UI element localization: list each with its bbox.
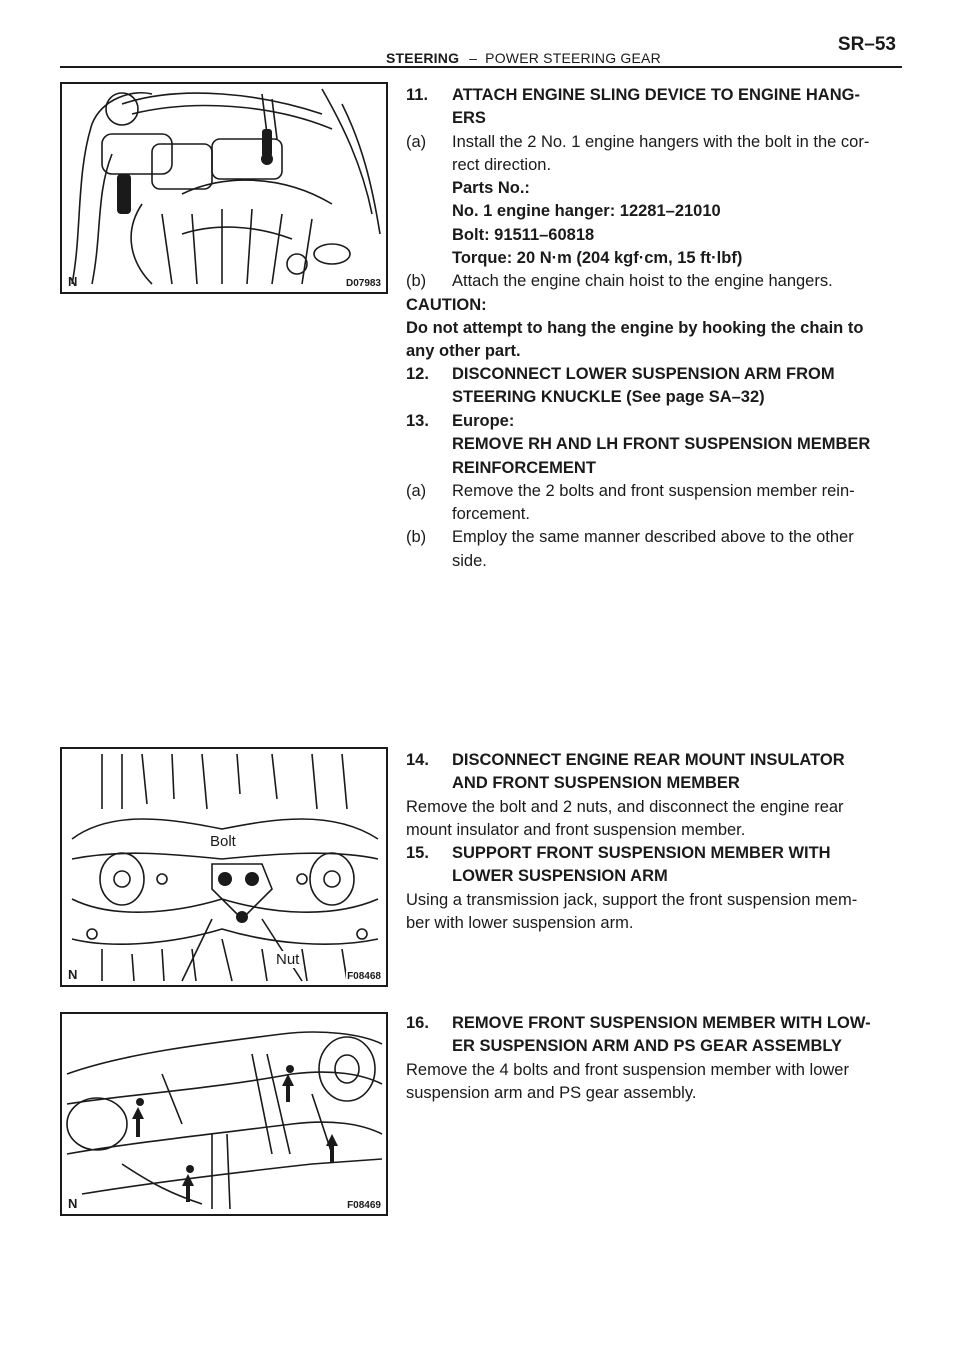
step-title-line2: LOWER SUSPENSION ARM — [452, 867, 668, 886]
figure-engine-hangers — [60, 82, 388, 294]
figure-n-mark: N — [68, 967, 78, 982]
step-16 — [406, 1012, 902, 1105]
substep-a-line1: Remove the 2 bolts and front suspension member rein- — [452, 481, 855, 500]
section-title: STEERING — [386, 50, 460, 66]
step-11 — [406, 84, 902, 364]
page-number: SR–53 — [837, 34, 896, 55]
figure-suspension-member-removal — [60, 1012, 388, 1216]
step-15 — [406, 842, 902, 935]
substep-label-b: (b) — [406, 272, 427, 291]
header-separator: – — [469, 50, 478, 66]
step-body-line1: Remove the 4 bolts and front suspension member with lower — [406, 1060, 849, 1079]
step-title-line1: REMOVE RH AND LH FRONT SUSPENSION MEMBER — [452, 435, 871, 454]
figure-code: D07983 — [345, 278, 381, 289]
step-body-line2: suspension arm and PS gear assembly. — [406, 1083, 697, 1102]
figure-code: F08469 — [347, 1200, 381, 1211]
step-12 — [406, 363, 902, 410]
step-13 — [406, 410, 902, 573]
step-body-line1: Using a transmission jack, support the front suspension mem- — [406, 890, 858, 909]
figure-n-mark: N — [68, 274, 78, 289]
step-number: 14. — [406, 751, 429, 769]
figure-code: F08468 — [347, 971, 381, 982]
caution-line2: any other part. — [406, 342, 521, 361]
running-header — [386, 50, 661, 66]
caution-heading: CAUTION: — [406, 295, 487, 314]
substep-label-a: (a) — [406, 132, 427, 151]
nut-callout: Nut — [276, 951, 300, 968]
substep-a-line1: Install the 2 No. 1 engine hangers with the bolt in the cor- — [452, 132, 870, 151]
step-number: 16. — [406, 1014, 429, 1032]
substep-b-line1: Employ the same manner described above to the other — [452, 528, 854, 547]
torque-spec: Torque: 20 N·m (204 kgf·cm, 15 ft·lbf) — [452, 249, 743, 268]
step-number: 11. — [406, 86, 429, 104]
parts-no-heading: Parts No.: — [452, 179, 530, 198]
step-title-line1: DISCONNECT LOWER SUSPENSION ARM FROM — [452, 365, 835, 383]
substep-a-line2: forcement. — [452, 505, 530, 524]
substep-label-b: (b) — [406, 528, 427, 547]
suspension-member-illustration — [62, 749, 386, 985]
header-rule — [60, 66, 902, 68]
substep-b-text: Attach the engine chain hoist to the engine hangers. — [452, 272, 833, 291]
caution-line1: Do not attempt to hang the engine by hooking the chain to — [406, 318, 864, 337]
step-body-line2: mount insulator and front suspension member. — [406, 820, 746, 839]
step-14 — [406, 749, 902, 842]
step-title-line2: REINFORCEMENT — [452, 458, 596, 477]
engine-bay-illustration — [62, 84, 386, 292]
step-number: 12. — [406, 365, 429, 383]
region-note: Europe: — [452, 412, 515, 430]
step-title-line2: ERS — [452, 109, 486, 128]
step-body-line1: Remove the bolt and 2 nuts, and disconnect the engine rear — [406, 797, 844, 816]
substep-label-a: (a) — [406, 481, 427, 500]
step-body-line2: ber with lower suspension arm. — [406, 913, 634, 932]
bolt-callout: Bolt — [210, 833, 236, 850]
step-title-line2: ER SUSPENSION ARM AND PS GEAR ASSEMBLY — [452, 1037, 842, 1056]
step-number: 15. — [406, 844, 429, 862]
substep-a-line2: rect direction. — [452, 155, 552, 174]
substep-b-line2: side. — [452, 551, 487, 570]
part-bolt: Bolt: 91511–60818 — [452, 225, 595, 244]
figure-rear-mount — [60, 747, 388, 987]
step-title-line1: SUPPORT FRONT SUSPENSION MEMBER WITH — [452, 844, 831, 862]
step-title-line1: REMOVE FRONT SUSPENSION MEMBER WITH LOW- — [452, 1014, 871, 1032]
figure-n-mark: N — [68, 1196, 78, 1211]
step-number: 13. — [406, 412, 429, 430]
part-engine-hanger: No. 1 engine hanger: 12281–21010 — [452, 202, 721, 221]
step-title-line2: STEERING KNUCKLE (See page SA–32) — [452, 388, 765, 407]
subsection-title: POWER STEERING GEAR — [485, 50, 661, 66]
step-title-line1: DISCONNECT ENGINE REAR MOUNT INSULATOR — [452, 751, 845, 769]
step-title-line2: AND FRONT SUSPENSION MEMBER — [452, 774, 740, 793]
member-removal-illustration — [62, 1014, 386, 1214]
step-title-line1: ATTACH ENGINE SLING DEVICE TO ENGINE HANG- — [452, 86, 860, 104]
